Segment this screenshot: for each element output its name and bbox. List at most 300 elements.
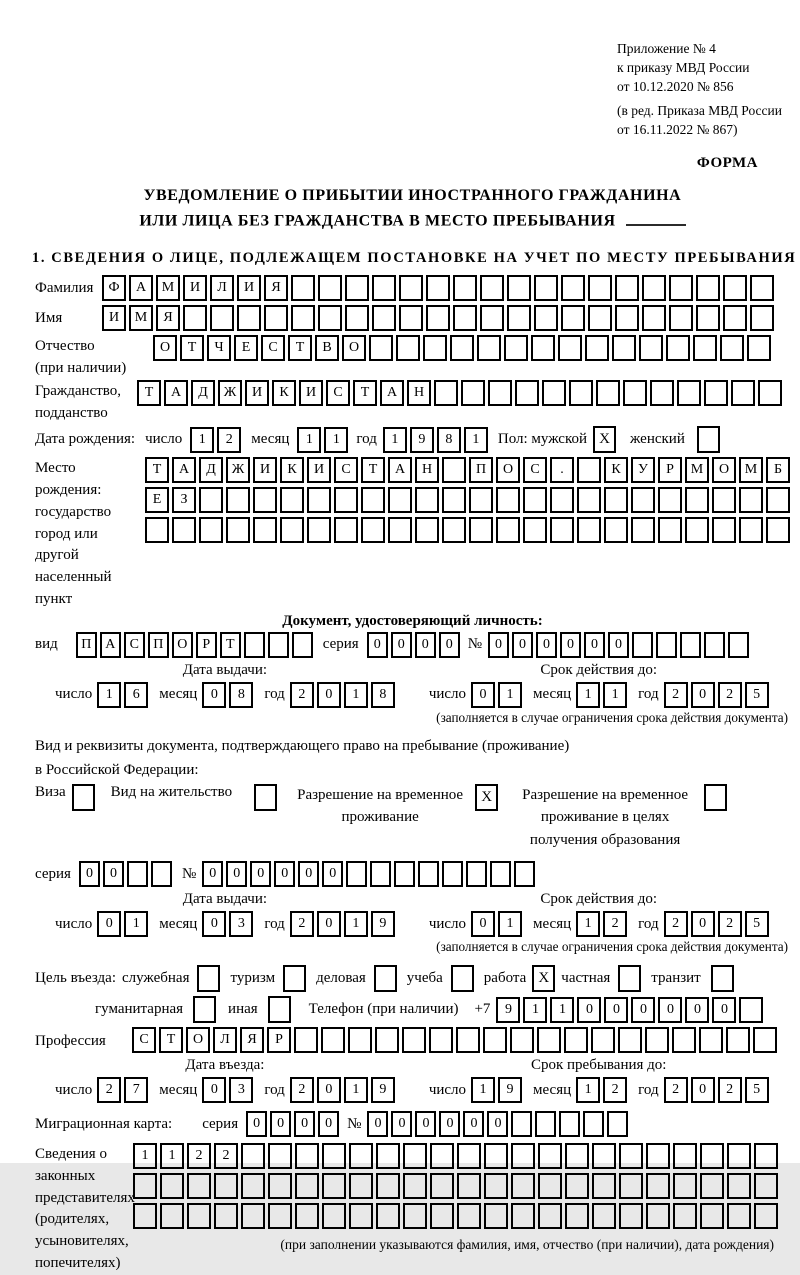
char-box[interactable] (442, 487, 466, 513)
char-box[interactable] (484, 1143, 508, 1169)
char-box[interactable]: 2 (718, 1077, 742, 1103)
char-box[interactable] (430, 1143, 454, 1169)
char-box[interactable] (294, 1027, 318, 1053)
char-box[interactable]: И (299, 380, 323, 406)
char-box[interactable]: 1 (523, 997, 547, 1023)
char-box[interactable] (187, 1173, 211, 1199)
char-box[interactable] (461, 380, 485, 406)
char-box[interactable]: 0 (391, 1111, 412, 1137)
char-box[interactable] (646, 1203, 670, 1229)
char-box[interactable] (754, 1143, 778, 1169)
char-box[interactable]: 0 (202, 861, 223, 887)
char-box[interactable] (542, 380, 566, 406)
char-box[interactable]: С (523, 457, 547, 483)
char-box[interactable] (321, 1027, 345, 1053)
char-box[interactable]: 0 (322, 861, 343, 887)
char-box[interactable]: 5 (745, 682, 769, 708)
char-box[interactable] (666, 335, 690, 361)
char-box[interactable]: 2 (718, 682, 742, 708)
char-box[interactable]: 1 (498, 682, 522, 708)
char-box[interactable]: Т (145, 457, 169, 483)
char-box[interactable] (511, 1203, 535, 1229)
char-box[interactable]: 0 (536, 632, 557, 658)
char-box[interactable]: 9 (410, 427, 434, 453)
purpose-private-checkbox[interactable] (618, 965, 641, 992)
char-box[interactable]: 0 (274, 861, 295, 887)
char-box[interactable]: К (604, 457, 628, 483)
char-box[interactable] (650, 380, 674, 406)
char-box[interactable]: 1 (97, 682, 121, 708)
char-box[interactable] (739, 517, 763, 543)
char-box[interactable]: Л (210, 275, 234, 301)
char-box[interactable] (680, 632, 701, 658)
char-box[interactable] (565, 1143, 589, 1169)
char-box[interactable] (511, 1143, 535, 1169)
char-box[interactable] (348, 1027, 372, 1053)
char-box[interactable]: 2 (214, 1143, 238, 1169)
char-box[interactable] (457, 1143, 481, 1169)
char-box[interactable] (750, 275, 774, 301)
char-box[interactable]: 0 (202, 682, 226, 708)
char-box[interactable]: Т (361, 457, 385, 483)
char-box[interactable]: О (186, 1027, 210, 1053)
char-box[interactable] (696, 275, 720, 301)
char-box[interactable] (673, 1143, 697, 1169)
char-box[interactable]: Я (264, 275, 288, 301)
temp-residence-edu-checkbox[interactable] (704, 784, 727, 811)
char-box[interactable] (623, 380, 647, 406)
char-box[interactable] (615, 305, 639, 331)
char-box[interactable]: 0 (512, 632, 533, 658)
char-box[interactable]: 1 (297, 427, 321, 453)
char-box[interactable] (199, 517, 223, 543)
char-box[interactable] (588, 305, 612, 331)
char-box[interactable]: 2 (97, 1077, 121, 1103)
char-box[interactable]: 0 (79, 861, 100, 887)
char-box[interactable] (612, 335, 636, 361)
char-box[interactable]: 1 (498, 911, 522, 937)
char-box[interactable] (753, 1027, 777, 1053)
char-box[interactable] (442, 517, 466, 543)
char-box[interactable]: 0 (202, 911, 226, 937)
char-box[interactable] (160, 1203, 184, 1229)
char-box[interactable] (672, 1027, 696, 1053)
char-box[interactable] (596, 380, 620, 406)
char-box[interactable]: С (326, 380, 350, 406)
char-box[interactable]: Е (234, 335, 258, 361)
char-box[interactable] (241, 1203, 265, 1229)
char-box[interactable] (370, 861, 391, 887)
char-box[interactable]: М (156, 275, 180, 301)
char-box[interactable] (268, 1203, 292, 1229)
char-box[interactable]: Т (288, 335, 312, 361)
char-box[interactable]: Я (156, 305, 180, 331)
char-box[interactable] (754, 1203, 778, 1229)
char-box[interactable] (534, 275, 558, 301)
char-box[interactable]: 2 (664, 682, 688, 708)
char-box[interactable]: А (164, 380, 188, 406)
char-box[interactable] (558, 335, 582, 361)
char-box[interactable]: 0 (270, 1111, 291, 1137)
char-box[interactable] (415, 487, 439, 513)
char-box[interactable]: 7 (124, 1077, 148, 1103)
char-box[interactable]: Ж (226, 457, 250, 483)
char-box[interactable] (214, 1173, 238, 1199)
char-box[interactable] (426, 275, 450, 301)
char-box[interactable]: П (469, 457, 493, 483)
char-box[interactable] (172, 517, 196, 543)
char-box[interactable]: 1 (576, 1077, 600, 1103)
char-box[interactable] (490, 861, 511, 887)
char-box[interactable] (376, 1143, 400, 1169)
char-box[interactable] (469, 517, 493, 543)
char-box[interactable]: 8 (437, 427, 461, 453)
char-box[interactable] (534, 305, 558, 331)
char-box[interactable]: 0 (317, 911, 341, 937)
char-box[interactable] (693, 335, 717, 361)
char-box[interactable] (511, 1111, 532, 1137)
char-box[interactable] (375, 1027, 399, 1053)
char-box[interactable] (754, 1173, 778, 1199)
char-box[interactable] (645, 1027, 669, 1053)
char-box[interactable]: 0 (584, 632, 605, 658)
char-box[interactable]: В (315, 335, 339, 361)
char-box[interactable] (727, 1143, 751, 1169)
char-box[interactable]: 0 (439, 632, 460, 658)
char-box[interactable]: 0 (202, 1077, 226, 1103)
char-box[interactable]: 0 (471, 911, 495, 937)
char-box[interactable] (504, 335, 528, 361)
char-box[interactable] (642, 275, 666, 301)
char-box[interactable]: 1 (160, 1143, 184, 1169)
char-box[interactable] (604, 517, 628, 543)
temp-residence-checkbox[interactable]: X (475, 784, 498, 811)
char-box[interactable] (199, 487, 223, 513)
char-box[interactable]: С (334, 457, 358, 483)
char-box[interactable] (292, 632, 313, 658)
char-box[interactable]: 0 (658, 997, 682, 1023)
char-box[interactable]: У (631, 457, 655, 483)
char-box[interactable] (727, 1203, 751, 1229)
char-box[interactable] (237, 305, 261, 331)
char-box[interactable]: Р (267, 1027, 291, 1053)
char-box[interactable]: 3 (229, 1077, 253, 1103)
char-box[interactable]: 1 (576, 911, 600, 937)
char-box[interactable] (700, 1143, 724, 1169)
char-box[interactable]: К (280, 457, 304, 483)
char-box[interactable] (750, 305, 774, 331)
char-box[interactable]: Д (191, 380, 215, 406)
char-box[interactable]: О (712, 457, 736, 483)
char-box[interactable]: 0 (415, 632, 436, 658)
char-box[interactable]: Л (213, 1027, 237, 1053)
char-box[interactable] (538, 1143, 562, 1169)
char-box[interactable]: 1 (344, 1077, 368, 1103)
char-box[interactable]: 0 (691, 682, 715, 708)
char-box[interactable]: 2 (664, 1077, 688, 1103)
char-box[interactable] (349, 1203, 373, 1229)
char-box[interactable]: З (172, 487, 196, 513)
char-box[interactable] (244, 632, 265, 658)
char-box[interactable] (685, 487, 709, 513)
char-box[interactable] (133, 1173, 157, 1199)
purpose-official-checkbox[interactable] (197, 965, 220, 992)
char-box[interactable]: 2 (603, 1077, 627, 1103)
char-box[interactable] (145, 517, 169, 543)
char-box[interactable]: Н (407, 380, 431, 406)
char-box[interactable] (361, 487, 385, 513)
char-box[interactable] (434, 380, 458, 406)
char-box[interactable]: 2 (217, 427, 241, 453)
purpose-work-checkbox[interactable]: X (532, 965, 555, 992)
char-box[interactable]: 0 (439, 1111, 460, 1137)
char-box[interactable]: Т (353, 380, 377, 406)
char-box[interactable] (346, 861, 367, 887)
char-box[interactable] (322, 1203, 346, 1229)
char-box[interactable]: 0 (604, 997, 628, 1023)
char-box[interactable]: 1 (471, 1077, 495, 1103)
char-box[interactable] (403, 1173, 427, 1199)
char-box[interactable] (685, 517, 709, 543)
char-box[interactable] (514, 861, 535, 887)
purpose-study-checkbox[interactable] (451, 965, 474, 992)
char-box[interactable]: И (237, 275, 261, 301)
char-box[interactable]: И (307, 457, 331, 483)
char-box[interactable]: . (550, 457, 574, 483)
char-box[interactable]: 0 (577, 997, 601, 1023)
char-box[interactable] (592, 1173, 616, 1199)
char-box[interactable]: 2 (603, 911, 627, 937)
char-box[interactable]: А (380, 380, 404, 406)
char-box[interactable] (415, 517, 439, 543)
char-box[interactable] (704, 380, 728, 406)
char-box[interactable]: 6 (124, 682, 148, 708)
char-box[interactable] (453, 305, 477, 331)
char-box[interactable] (739, 997, 763, 1023)
char-box[interactable] (484, 1173, 508, 1199)
char-box[interactable] (291, 275, 315, 301)
char-box[interactable] (442, 861, 463, 887)
char-box[interactable] (307, 487, 331, 513)
char-box[interactable]: 1 (124, 911, 148, 937)
char-box[interactable]: 0 (471, 682, 495, 708)
purpose-tourism-checkbox[interactable] (283, 965, 306, 992)
char-box[interactable] (496, 517, 520, 543)
char-box[interactable] (318, 305, 342, 331)
char-box[interactable] (511, 1173, 535, 1199)
char-box[interactable] (535, 1111, 556, 1137)
char-box[interactable] (700, 1203, 724, 1229)
char-box[interactable]: 0 (298, 861, 319, 887)
char-box[interactable] (577, 517, 601, 543)
char-box[interactable] (631, 487, 655, 513)
char-box[interactable] (646, 1143, 670, 1169)
char-box[interactable] (151, 861, 172, 887)
char-box[interactable] (376, 1173, 400, 1199)
char-box[interactable]: 9 (371, 1077, 395, 1103)
char-box[interactable]: 1 (344, 682, 368, 708)
char-box[interactable]: 0 (631, 997, 655, 1023)
char-box[interactable] (334, 517, 358, 543)
char-box[interactable] (376, 1203, 400, 1229)
char-box[interactable] (430, 1173, 454, 1199)
char-box[interactable]: Б (766, 457, 790, 483)
char-box[interactable] (295, 1203, 319, 1229)
char-box[interactable] (429, 1027, 453, 1053)
char-box[interactable] (418, 861, 439, 887)
char-box[interactable] (712, 487, 736, 513)
char-box[interactable]: Я (240, 1027, 264, 1053)
char-box[interactable] (345, 275, 369, 301)
char-box[interactable] (731, 380, 755, 406)
char-box[interactable] (295, 1143, 319, 1169)
char-box[interactable]: М (129, 305, 153, 331)
char-box[interactable] (361, 517, 385, 543)
char-box[interactable]: Р (196, 632, 217, 658)
char-box[interactable]: Д (199, 457, 223, 483)
char-box[interactable] (728, 632, 749, 658)
char-box[interactable] (349, 1143, 373, 1169)
char-box[interactable] (515, 380, 539, 406)
char-box[interactable] (619, 1173, 643, 1199)
char-box[interactable] (456, 1027, 480, 1053)
char-box[interactable]: 8 (371, 682, 395, 708)
char-box[interactable] (480, 305, 504, 331)
char-box[interactable]: М (685, 457, 709, 483)
char-box[interactable] (646, 1173, 670, 1199)
char-box[interactable]: П (148, 632, 169, 658)
char-box[interactable]: Ч (207, 335, 231, 361)
char-box[interactable] (699, 1027, 723, 1053)
char-box[interactable] (210, 305, 234, 331)
char-box[interactable] (226, 517, 250, 543)
char-box[interactable] (538, 1173, 562, 1199)
char-box[interactable] (658, 487, 682, 513)
char-box[interactable]: А (100, 632, 121, 658)
char-box[interactable] (280, 487, 304, 513)
char-box[interactable]: Н (415, 457, 439, 483)
residence-permit-checkbox[interactable] (254, 784, 277, 811)
char-box[interactable]: А (388, 457, 412, 483)
char-box[interactable] (565, 1173, 589, 1199)
char-box[interactable]: 2 (290, 1077, 314, 1103)
char-box[interactable] (442, 457, 466, 483)
char-box[interactable] (696, 305, 720, 331)
char-box[interactable]: И (245, 380, 269, 406)
char-box[interactable]: Т (180, 335, 204, 361)
char-box[interactable] (507, 305, 531, 331)
char-box[interactable] (583, 1111, 604, 1137)
char-box[interactable] (133, 1203, 157, 1229)
char-box[interactable] (592, 1143, 616, 1169)
char-box[interactable] (712, 517, 736, 543)
char-box[interactable] (656, 632, 677, 658)
char-box[interactable] (531, 335, 555, 361)
char-box[interactable]: И (183, 275, 207, 301)
char-box[interactable]: О (342, 335, 366, 361)
char-box[interactable]: 0 (685, 997, 709, 1023)
char-box[interactable] (280, 517, 304, 543)
char-box[interactable] (631, 517, 655, 543)
char-box[interactable] (592, 1203, 616, 1229)
char-box[interactable] (669, 275, 693, 301)
char-box[interactable] (187, 1203, 211, 1229)
purpose-humanitarian-checkbox[interactable] (193, 996, 216, 1023)
char-box[interactable] (559, 1111, 580, 1137)
char-box[interactable] (127, 861, 148, 887)
char-box[interactable]: 5 (745, 1077, 769, 1103)
char-box[interactable] (484, 1203, 508, 1229)
char-box[interactable] (569, 380, 593, 406)
char-box[interactable]: 0 (691, 1077, 715, 1103)
char-box[interactable] (488, 380, 512, 406)
char-box[interactable] (720, 335, 744, 361)
char-box[interactable] (466, 861, 487, 887)
char-box[interactable] (561, 275, 585, 301)
char-box[interactable] (295, 1173, 319, 1199)
char-box[interactable]: 0 (97, 911, 121, 937)
char-box[interactable]: 0 (712, 997, 736, 1023)
char-box[interactable]: Ф (102, 275, 126, 301)
char-box[interactable] (160, 1173, 184, 1199)
char-box[interactable] (291, 305, 315, 331)
char-box[interactable]: 0 (391, 632, 412, 658)
char-box[interactable]: Т (137, 380, 161, 406)
char-box[interactable] (615, 275, 639, 301)
char-box[interactable] (480, 275, 504, 301)
char-box[interactable]: 0 (560, 632, 581, 658)
char-box[interactable] (369, 335, 393, 361)
char-box[interactable] (604, 487, 628, 513)
char-box[interactable]: 9 (371, 911, 395, 937)
char-box[interactable] (766, 487, 790, 513)
char-box[interactable] (318, 275, 342, 301)
char-box[interactable] (264, 305, 288, 331)
char-box[interactable] (758, 380, 782, 406)
char-box[interactable] (550, 487, 574, 513)
char-box[interactable] (403, 1143, 427, 1169)
female-checkbox[interactable] (697, 426, 720, 453)
char-box[interactable] (607, 1111, 628, 1137)
char-box[interactable]: 2 (718, 911, 742, 937)
char-box[interactable]: 5 (745, 911, 769, 937)
char-box[interactable]: 1 (603, 682, 627, 708)
char-box[interactable]: 0 (226, 861, 247, 887)
char-box[interactable] (214, 1203, 238, 1229)
char-box[interactable] (268, 1143, 292, 1169)
char-box[interactable] (345, 305, 369, 331)
purpose-other-checkbox[interactable] (268, 996, 291, 1023)
char-box[interactable]: О (172, 632, 193, 658)
char-box[interactable] (538, 1203, 562, 1229)
char-box[interactable]: Ж (218, 380, 242, 406)
char-box[interactable]: С (261, 335, 285, 361)
char-box[interactable]: 0 (318, 1111, 339, 1137)
char-box[interactable] (394, 861, 415, 887)
char-box[interactable]: 1 (190, 427, 214, 453)
char-box[interactable] (577, 487, 601, 513)
char-box[interactable] (658, 517, 682, 543)
char-box[interactable]: 9 (498, 1077, 522, 1103)
char-box[interactable] (523, 487, 547, 513)
char-box[interactable] (423, 335, 447, 361)
char-box[interactable] (457, 1203, 481, 1229)
char-box[interactable] (588, 275, 612, 301)
char-box[interactable]: Т (220, 632, 241, 658)
char-box[interactable]: П (76, 632, 97, 658)
char-box[interactable]: 1 (383, 427, 407, 453)
char-box[interactable] (673, 1203, 697, 1229)
